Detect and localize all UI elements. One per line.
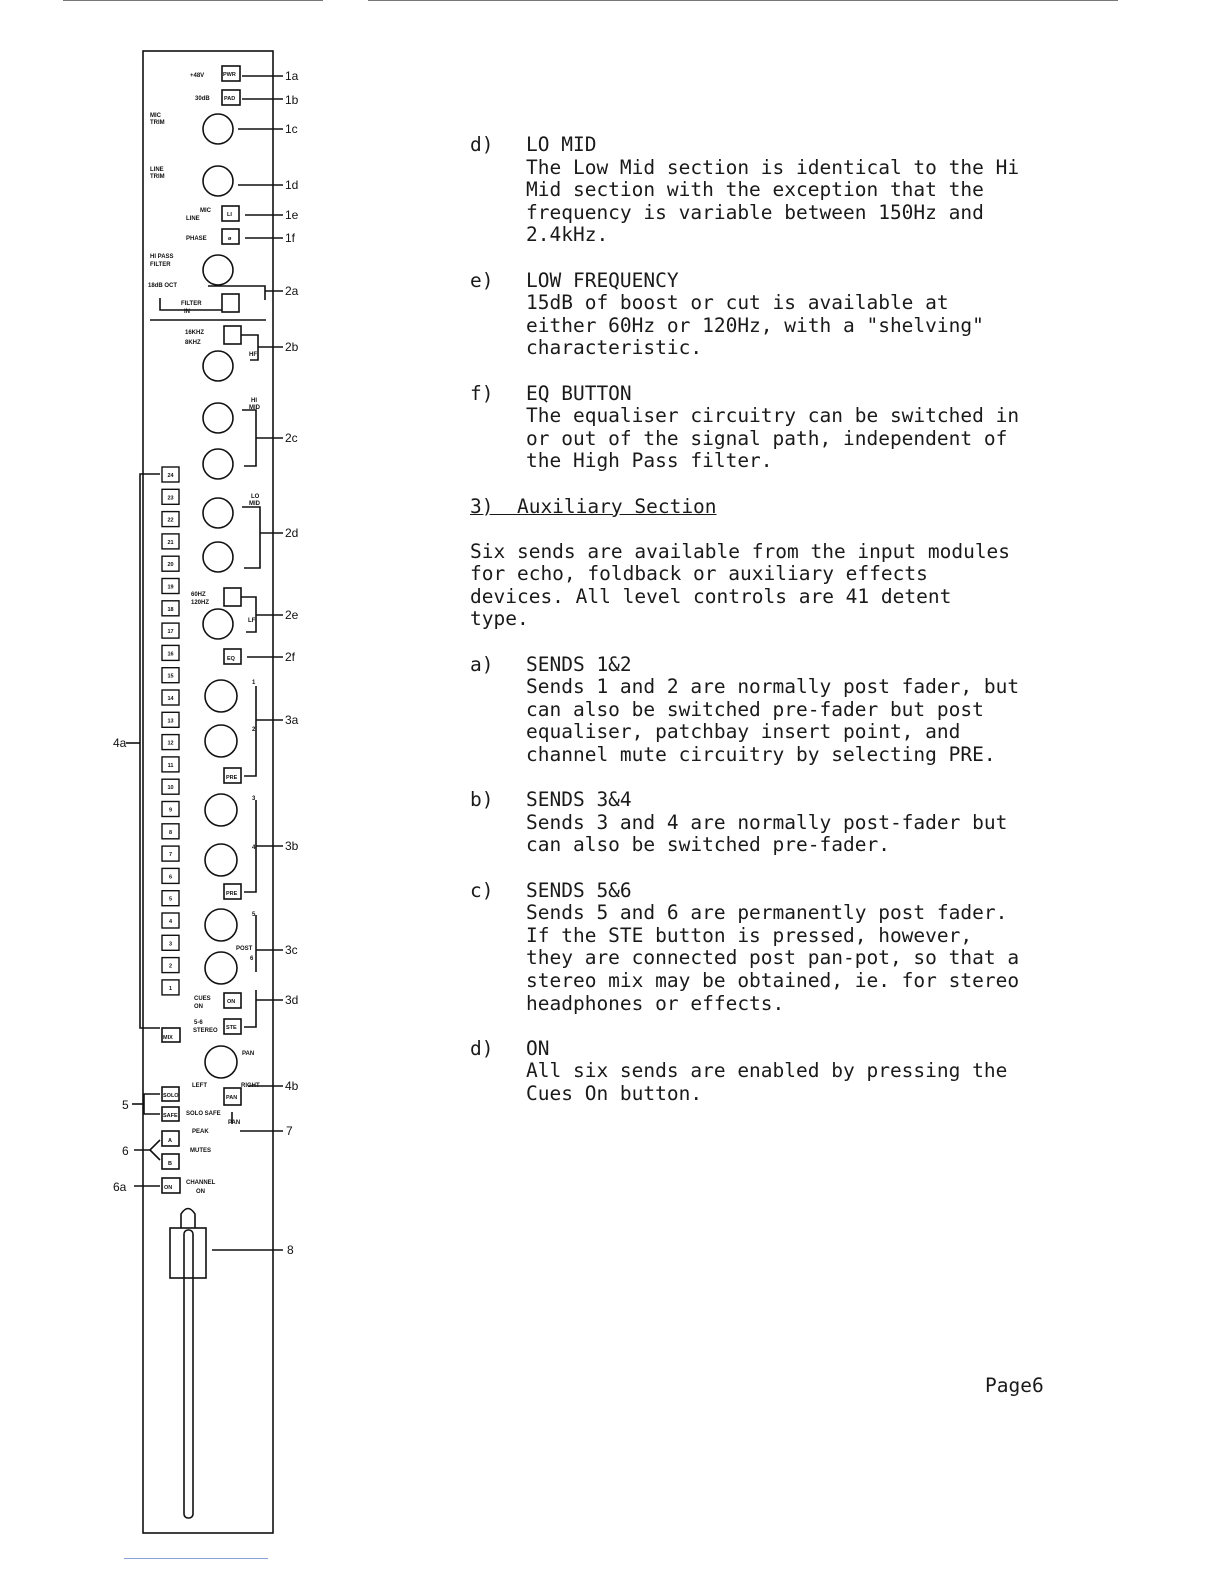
section-heading: 3) Auxiliary Section (470, 494, 717, 518)
page-number: Page6 (985, 1374, 1044, 1397)
callout-3a: 3a (285, 713, 299, 727)
label-b: B (168, 1161, 172, 1167)
item-body: Sends 3 and 4 are normally post-fader but can also be switched pre-fader. (526, 810, 1008, 857)
item-title: LOW FREQUENCY (526, 268, 679, 292)
line-trim-knob (203, 166, 233, 196)
label-lo: LO (251, 494, 260, 500)
item-label: b) (470, 788, 494, 812)
label-mix: MIX (163, 1035, 173, 1041)
send-5-knob (205, 909, 237, 941)
routing-button-label: 1 (168, 985, 173, 992)
label-hi: HI (251, 398, 257, 404)
label-mic-2: MIC (200, 208, 211, 214)
item-label: a) (470, 652, 494, 676)
item-body: The Low Mid section is identical to the Hi Mid section with the exception that the frequency is variable between 150Hz and 2.4kHz. (526, 155, 1020, 247)
list-item (470, 270, 1110, 360)
callout-3b: 3b (285, 839, 299, 853)
lf-freq-button (224, 588, 241, 606)
callout-7: 7 (286, 1124, 293, 1138)
label-phase-symbol: ø (228, 236, 232, 242)
label-pan: PAN (242, 1051, 255, 1057)
item-body: Sends 5 and 6 are permanently post fader. If the STE button is pressed, however, they are connected post pan-pot, so that a stereo mix may be obtained, ie. for stereo headphones or effects. (526, 901, 1020, 1015)
label-line: LINE (150, 167, 164, 173)
label-send-1: 1 (252, 680, 256, 686)
label-channel: CHANNEL (186, 1180, 216, 1186)
hf-freq-button (224, 326, 241, 344)
label-18db-oct: 18dB OCT (148, 283, 178, 289)
manual-text (470, 134, 1110, 1128)
send-2-knob (205, 725, 237, 757)
item-title: LO MID (526, 133, 597, 156)
label-pre-2: PRE (226, 891, 238, 897)
item-title: SENDS 1&2 (526, 652, 632, 676)
pan-knob (205, 1046, 237, 1078)
item-body: The equaliser circuitry can be switched in or out of the signal path, independent of the High Pass filter. (526, 404, 1020, 473)
label-hf: HF (249, 352, 257, 358)
label-in: IN (184, 309, 190, 315)
label-send-5: 5 (252, 912, 256, 918)
lo-mid-gain-knob (203, 542, 233, 572)
fader-cap (170, 1228, 206, 1278)
lf-knob (203, 609, 233, 639)
routing-button-label: 10 (167, 785, 174, 792)
callout-6a: 6a (113, 1180, 127, 1194)
label-on: ON (227, 999, 236, 1005)
label-pwr: PWR (223, 72, 236, 78)
label-peak: PEAK (192, 1129, 209, 1135)
label-mid: MID (249, 405, 260, 411)
item-title: SENDS 5&6 (526, 878, 632, 902)
label-eq: EQ (227, 656, 235, 662)
list-item (470, 654, 1110, 767)
callout-8: 8 (287, 1243, 294, 1257)
label-lf: LF (248, 618, 256, 624)
label-send-3: 3 (252, 796, 256, 802)
label-hi-pass: HI PASS (150, 254, 174, 260)
routing-button-label: 18 (167, 606, 174, 613)
routing-button-label: 16 (167, 651, 174, 658)
routing-button-label: 5 (168, 896, 173, 903)
hi-mid-freq-knob (203, 403, 233, 433)
item-label: f) (470, 381, 494, 405)
aux-intro: Six sends are available from the input modules for echo, foldback or auxiliary effects devices. All level controls are 41 detent type. (470, 539, 1011, 631)
callout-1b: 1b (285, 93, 299, 107)
callout-1f: 1f (285, 231, 296, 245)
label-trim-2: TRIM (150, 174, 165, 180)
label-phase: PHASE (186, 236, 207, 242)
routing-button-label: 9 (168, 807, 173, 814)
item-body: Sends 1 and 2 are normally post fader, but can also be switched pre-fader but post equaliser, patchbay insert point, and channel mute circuitry by selecting PRE. (526, 675, 1020, 767)
label-ste: STE (226, 1025, 237, 1031)
callout-1c: 1c (285, 122, 298, 136)
label-solo-safe: SOLO SAFE (186, 1111, 221, 1117)
label-post: POST (236, 946, 253, 952)
label-mid-2: MID (249, 501, 260, 507)
routing-button-label: 7 (168, 852, 173, 859)
item-label: c) (470, 878, 494, 902)
item-label: d) (470, 1036, 494, 1060)
label-trim: TRIM (150, 120, 165, 126)
label-channel-on: ON (196, 1189, 205, 1195)
routing-button-label: 23 (167, 495, 174, 502)
callout-4a: 4a (113, 736, 127, 750)
label-line-2: LINE (186, 216, 200, 222)
label-pan-button: PAN (226, 1095, 238, 1101)
hf-knob (203, 351, 233, 381)
routing-button-label: 20 (167, 562, 174, 569)
item-label: d) (470, 133, 494, 156)
routing-button-label: 22 (167, 517, 174, 524)
label-li: LI (227, 212, 232, 218)
routing-button-label: 11 (167, 762, 174, 769)
lo-mid-freq-knob (203, 498, 233, 528)
label-mic: MIC (150, 113, 161, 119)
label-send-4: 4 (252, 845, 256, 851)
item-body: 15dB of boost or cut is available at either 60Hz or 120Hz, with a "shelving" characteristic. (526, 291, 984, 360)
routing-button-label: 8 (168, 829, 173, 836)
routing-button-label: 4 (168, 919, 173, 925)
callout-3c: 3c (285, 943, 298, 957)
fader-slot (184, 1230, 193, 1518)
list-item (470, 383, 1110, 473)
callout-2d: 2d (285, 526, 299, 540)
list-item (470, 789, 1110, 857)
send-3-knob (205, 794, 237, 826)
label-stereo: STEREO (193, 1028, 218, 1034)
callout-2f: 2f (285, 650, 296, 664)
filter-in-button (222, 294, 239, 312)
send-4-knob (205, 844, 237, 876)
mic-trim-knob (203, 114, 233, 144)
item-title: ON (526, 1036, 550, 1060)
routing-button-label: 15 (167, 673, 174, 680)
callout-6: 6 (122, 1144, 129, 1158)
routing-button-label: 12 (167, 740, 174, 747)
routing-button-label: 24 (167, 473, 174, 479)
list-item (470, 134, 1110, 247)
label-48v: +48V (190, 73, 205, 79)
send-6-knob (205, 952, 237, 984)
label-mutes: MUTES (190, 1148, 211, 1154)
callout-2e: 2e (285, 608, 299, 622)
callout-2c: 2c (285, 431, 298, 445)
label-8khz: 8KHZ (185, 340, 201, 346)
label-send-2: 2 (252, 727, 256, 733)
top-rule-right (368, 0, 1118, 1)
callout-2b: 2b (285, 340, 299, 354)
label-5-6: 5-6 (194, 1020, 203, 1026)
item-title: EQ BUTTON (526, 381, 632, 405)
routing-button-label: 17 (167, 629, 174, 636)
callout-5: 5 (122, 1098, 129, 1112)
list-item (470, 1038, 1110, 1106)
callout-1e: 1e (285, 208, 299, 222)
label-send-6: 6 (250, 956, 254, 962)
routing-button-label: 3 (168, 941, 173, 948)
routing-button-label: 14 (167, 696, 174, 702)
label-right: RIGHT (241, 1083, 260, 1089)
routing-button-label: 6 (168, 874, 173, 881)
label-left: LEFT (192, 1083, 207, 1089)
item-title: SENDS 3&4 (526, 788, 632, 812)
label-120hz: 120HZ (191, 600, 210, 606)
list-item (470, 880, 1110, 1016)
callout-1d: 1d (285, 178, 299, 192)
label-pan-3: PAN (228, 1120, 241, 1126)
routing-button-label: 21 (167, 539, 174, 546)
channel-strip-diagram (0, 0, 440, 1584)
send-1-knob (205, 680, 237, 712)
label-cues: CUES (194, 996, 211, 1002)
routing-button-label: 19 (167, 584, 174, 591)
callout-3d: 3d (285, 993, 299, 1007)
callout-2a: 2a (285, 284, 299, 298)
hi-mid-gain-knob (203, 449, 233, 479)
label-pre: PRE (226, 775, 238, 781)
label-a: A (168, 1138, 172, 1144)
label-solo: SOLO (163, 1093, 179, 1099)
label-safe: SAFE (163, 1113, 178, 1119)
label-16khz: 16KHZ (185, 330, 205, 336)
item-body: All six sends are enabled by pressing the Cues On button. (526, 1059, 1008, 1105)
item-label: e) (470, 268, 494, 292)
label-pad: PAD (224, 96, 236, 102)
routing-button-label: 2 (168, 963, 173, 970)
label-cues-on: ON (194, 1004, 203, 1010)
label-channel-on-button: ON (164, 1185, 173, 1191)
callout-4b: 4b (285, 1079, 299, 1093)
hi-pass-knob (203, 255, 233, 285)
label-30db: 30dB (195, 96, 210, 102)
routing-button-label: 13 (167, 718, 174, 725)
label-filter-2: FILTER (181, 301, 202, 307)
label-filter: FILTER (150, 262, 171, 268)
label-60hz: 60HZ (191, 592, 206, 598)
callout-1a: 1a (285, 69, 299, 83)
